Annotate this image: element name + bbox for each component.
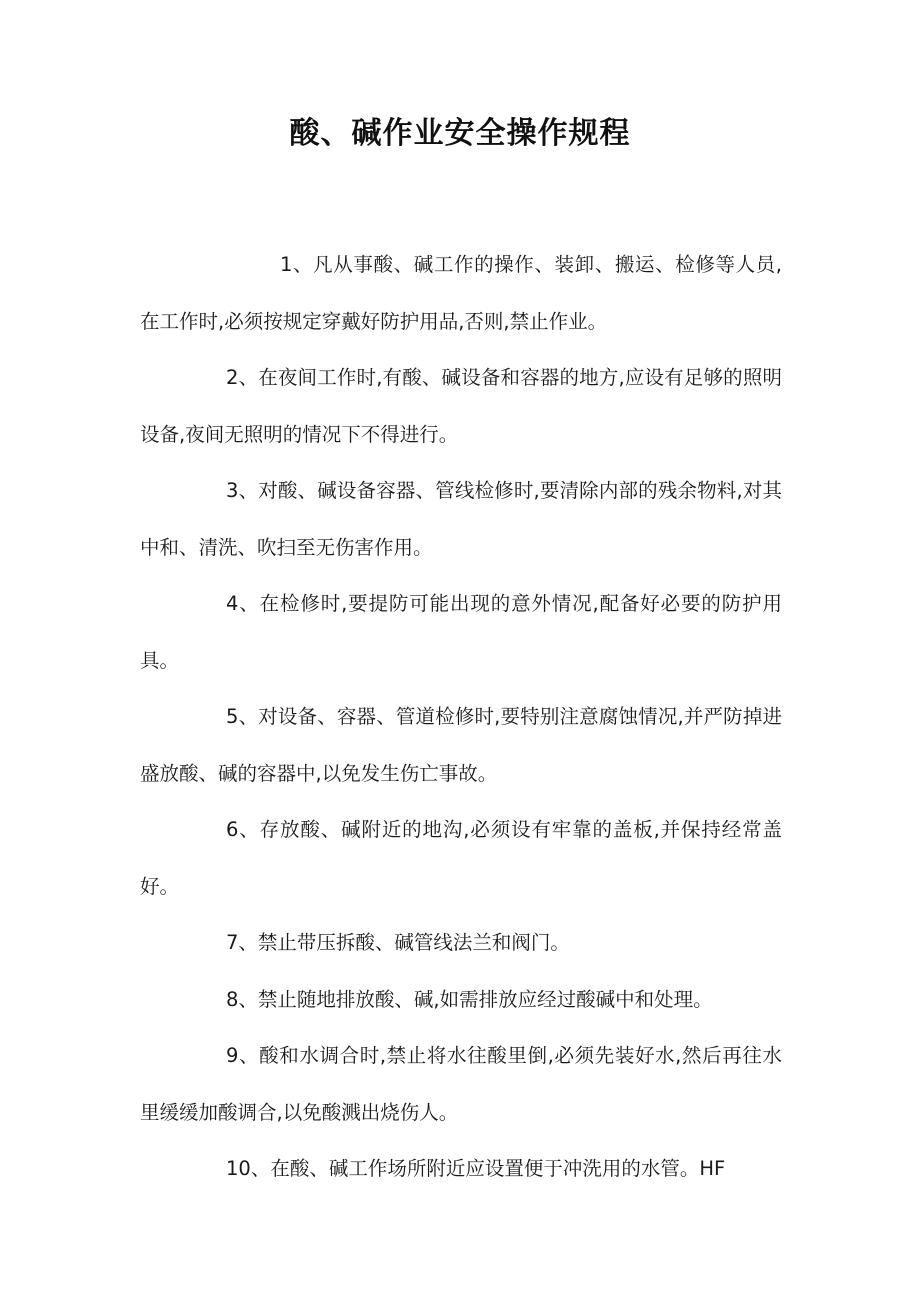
document-body [140,237,782,1198]
paragraph-2: 2、在夜间工作时,有酸、碱设备和容器的地方,应设有足够的照明设备,夜间无照明的情况下不得进行。 [140,366,782,446]
paragraph-5: 5、对设备、容器、管道检修时,要特别注意腐蚀情况,并严防掉进盛放酸、碱的容器中,以免发生伤亡事故。 [140,705,782,785]
paragraph-4: 4、在检修时,要提防可能出现的意外情况,配备好必要的防护用具。 [140,592,782,672]
paragraph-8: 8、禁止随地排放酸、碱,如需排放应经过酸碱中和处理。 [226,987,713,1011]
paragraph-10: 10、在酸、碱工作场所附近应设置便于冲洗用的水管。HF [226,1157,726,1180]
paragraph-1: 1、凡从事酸、碱工作的操作、装卸、搬运、检修等人员,在工作时,必须按规定穿戴好防护用品,否则,禁止作业。 [140,253,782,333]
paragraph-6: 6、存放酸、碱附近的地沟,必须设有牢靠的盖板,并保持经常盖好。 [140,818,782,898]
paragraph-9: 9、酸和水调合时,禁止将水往酸里倒,必须先装好水,然后再往水里缓缓加酸调合,以免酸溅出烧伤人。 [140,1044,782,1124]
paragraph-3: 3、对酸、碱设备容器、管线检修时,要清除内部的残余物料,对其中和、清洗、吹扫至无伤害作用。 [140,479,782,559]
paragraph-7: 7、禁止带压拆酸、碱管线法兰和阀门。 [226,931,570,954]
document-title: 酸、碱作业安全操作规程 [289,116,631,151]
